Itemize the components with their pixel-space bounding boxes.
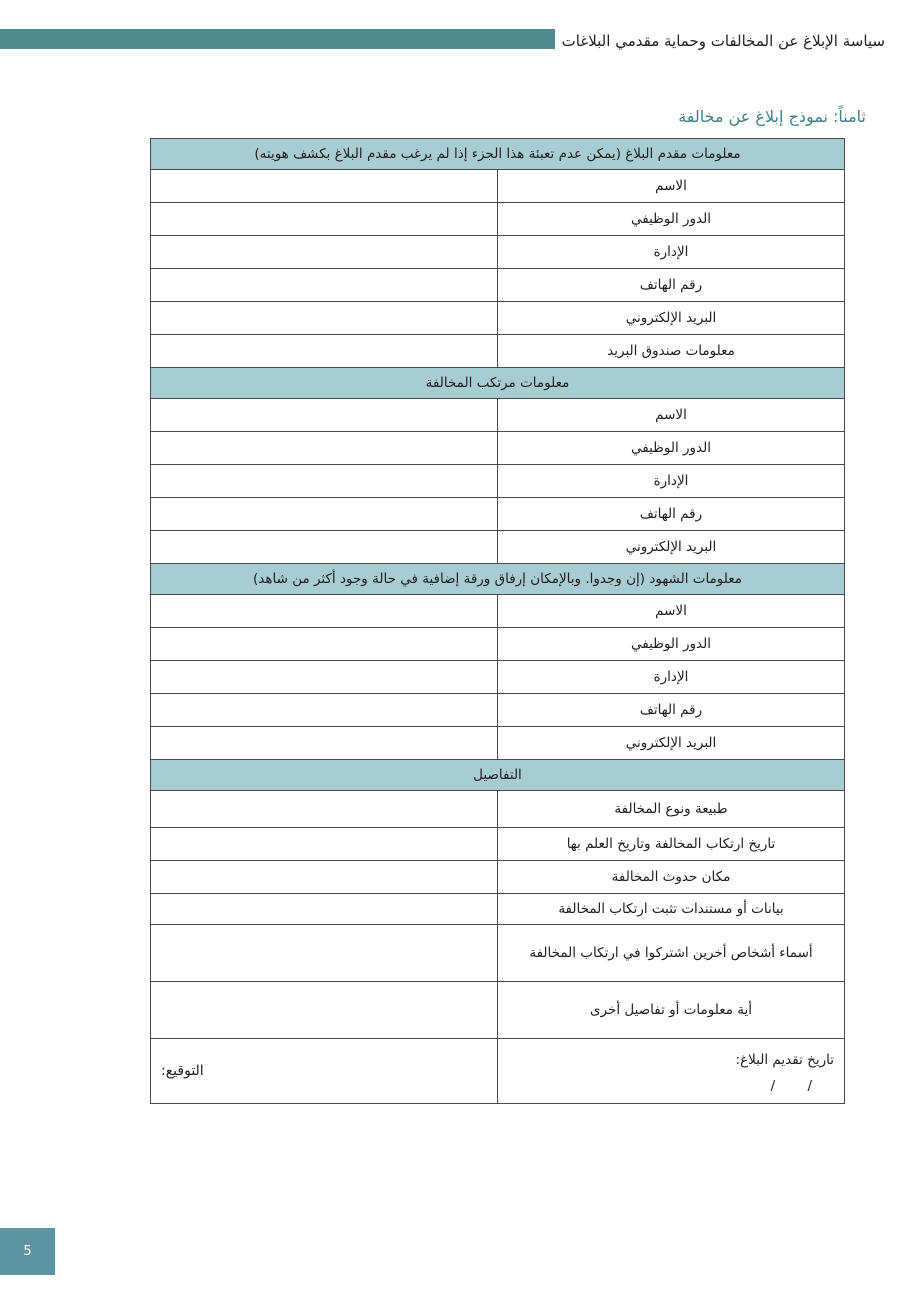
document-header-title: سياسة الإبلاغ عن المخالفات وحماية مقدمي البلاغات <box>561 32 885 50</box>
reporter-pobox-label: معلومات صندوق البريد <box>498 335 845 368</box>
witness-email-field[interactable] <box>151 727 498 760</box>
reporter-name-field[interactable] <box>151 170 498 203</box>
violation-report-form <box>150 138 845 1104</box>
reporter-pobox-field[interactable] <box>151 335 498 368</box>
violator-phone-label: رقم الهاتف <box>498 498 845 531</box>
reporter-name-label: الاسم <box>498 170 845 203</box>
witness-department-field[interactable] <box>151 661 498 694</box>
page-number: 5 <box>0 1228 55 1275</box>
details-section-heading: التفاصيل <box>151 760 845 791</box>
violator-department-label: الإدارة <box>498 465 845 498</box>
violator-section-heading: معلومات مرتكب المخالفة <box>151 368 845 399</box>
section-title: ثامناً: نموذج إبلاغ عن مخالفة <box>678 107 866 126</box>
submission-date-cell[interactable] <box>498 1039 845 1104</box>
reporter-role-label: الدور الوظيفي <box>498 203 845 236</box>
violation-location-label: مكان حدوث المخالفة <box>498 861 845 894</box>
reporter-phone-label: رقم الهاتف <box>498 269 845 302</box>
violator-email-label: البريد الإلكتروني <box>498 531 845 564</box>
violation-dates-label: تاريخ ارتكاب المخالفة وتاريخ العلم بها <box>498 828 845 861</box>
violation-type-label: طبيعة ونوع المخالفة <box>498 791 845 828</box>
witness-role-label: الدور الوظيفي <box>498 628 845 661</box>
witness-phone-label: رقم الهاتف <box>498 694 845 727</box>
reporter-section-heading: معلومات مقدم البلاغ (يمكن عدم تعبئة هذا الجزء إذا لم يرغب مقدم البلاغ بكشف هويته) <box>151 139 845 170</box>
violator-name-field[interactable] <box>151 399 498 432</box>
other-info-field[interactable] <box>151 982 498 1039</box>
violator-role-field[interactable] <box>151 432 498 465</box>
header-accent-bar <box>0 29 555 49</box>
submission-date-placeholder: / / <box>770 1078 826 1094</box>
witness-phone-field[interactable] <box>151 694 498 727</box>
reporter-email-field[interactable] <box>151 302 498 335</box>
witness-email-label: البريد الإلكتروني <box>498 727 845 760</box>
witness-name-label: الاسم <box>498 595 845 628</box>
witness-role-field[interactable] <box>151 628 498 661</box>
submission-date-label: تاريخ تقديم البلاغ: <box>735 1052 834 1068</box>
evidence-field[interactable] <box>151 894 498 925</box>
violator-phone-field[interactable] <box>151 498 498 531</box>
other-participants-label: أسماء أشخاص أخرين اشتركوا في ارتكاب المخالفة <box>498 925 845 982</box>
violation-location-field[interactable] <box>151 861 498 894</box>
violator-department-field[interactable] <box>151 465 498 498</box>
reporter-department-field[interactable] <box>151 236 498 269</box>
signature-cell[interactable] <box>151 1039 498 1104</box>
violator-email-field[interactable] <box>151 531 498 564</box>
violator-name-label: الاسم <box>498 399 845 432</box>
evidence-label: بيانات أو مستندات تثبت ارتكاب المخالفة <box>498 894 845 925</box>
signature-label: التوقيع: <box>161 1063 204 1079</box>
violator-role-label: الدور الوظيفي <box>498 432 845 465</box>
other-info-label: أية معلومات أو تفاصيل أخرى <box>498 982 845 1039</box>
violation-type-field[interactable] <box>151 791 498 828</box>
reporter-email-label: البريد الإلكتروني <box>498 302 845 335</box>
witness-department-label: الإدارة <box>498 661 845 694</box>
reporter-phone-field[interactable] <box>151 269 498 302</box>
witness-name-field[interactable] <box>151 595 498 628</box>
witnesses-section-heading: معلومات الشهود (إن وجدوا. وبالإمكان إرفاق ورقة إضافية في حالة وجود أكثر من شاهد) <box>151 564 845 595</box>
other-participants-field[interactable] <box>151 925 498 982</box>
violation-dates-field[interactable] <box>151 828 498 861</box>
reporter-role-field[interactable] <box>151 203 498 236</box>
reporter-department-label: الإدارة <box>498 236 845 269</box>
